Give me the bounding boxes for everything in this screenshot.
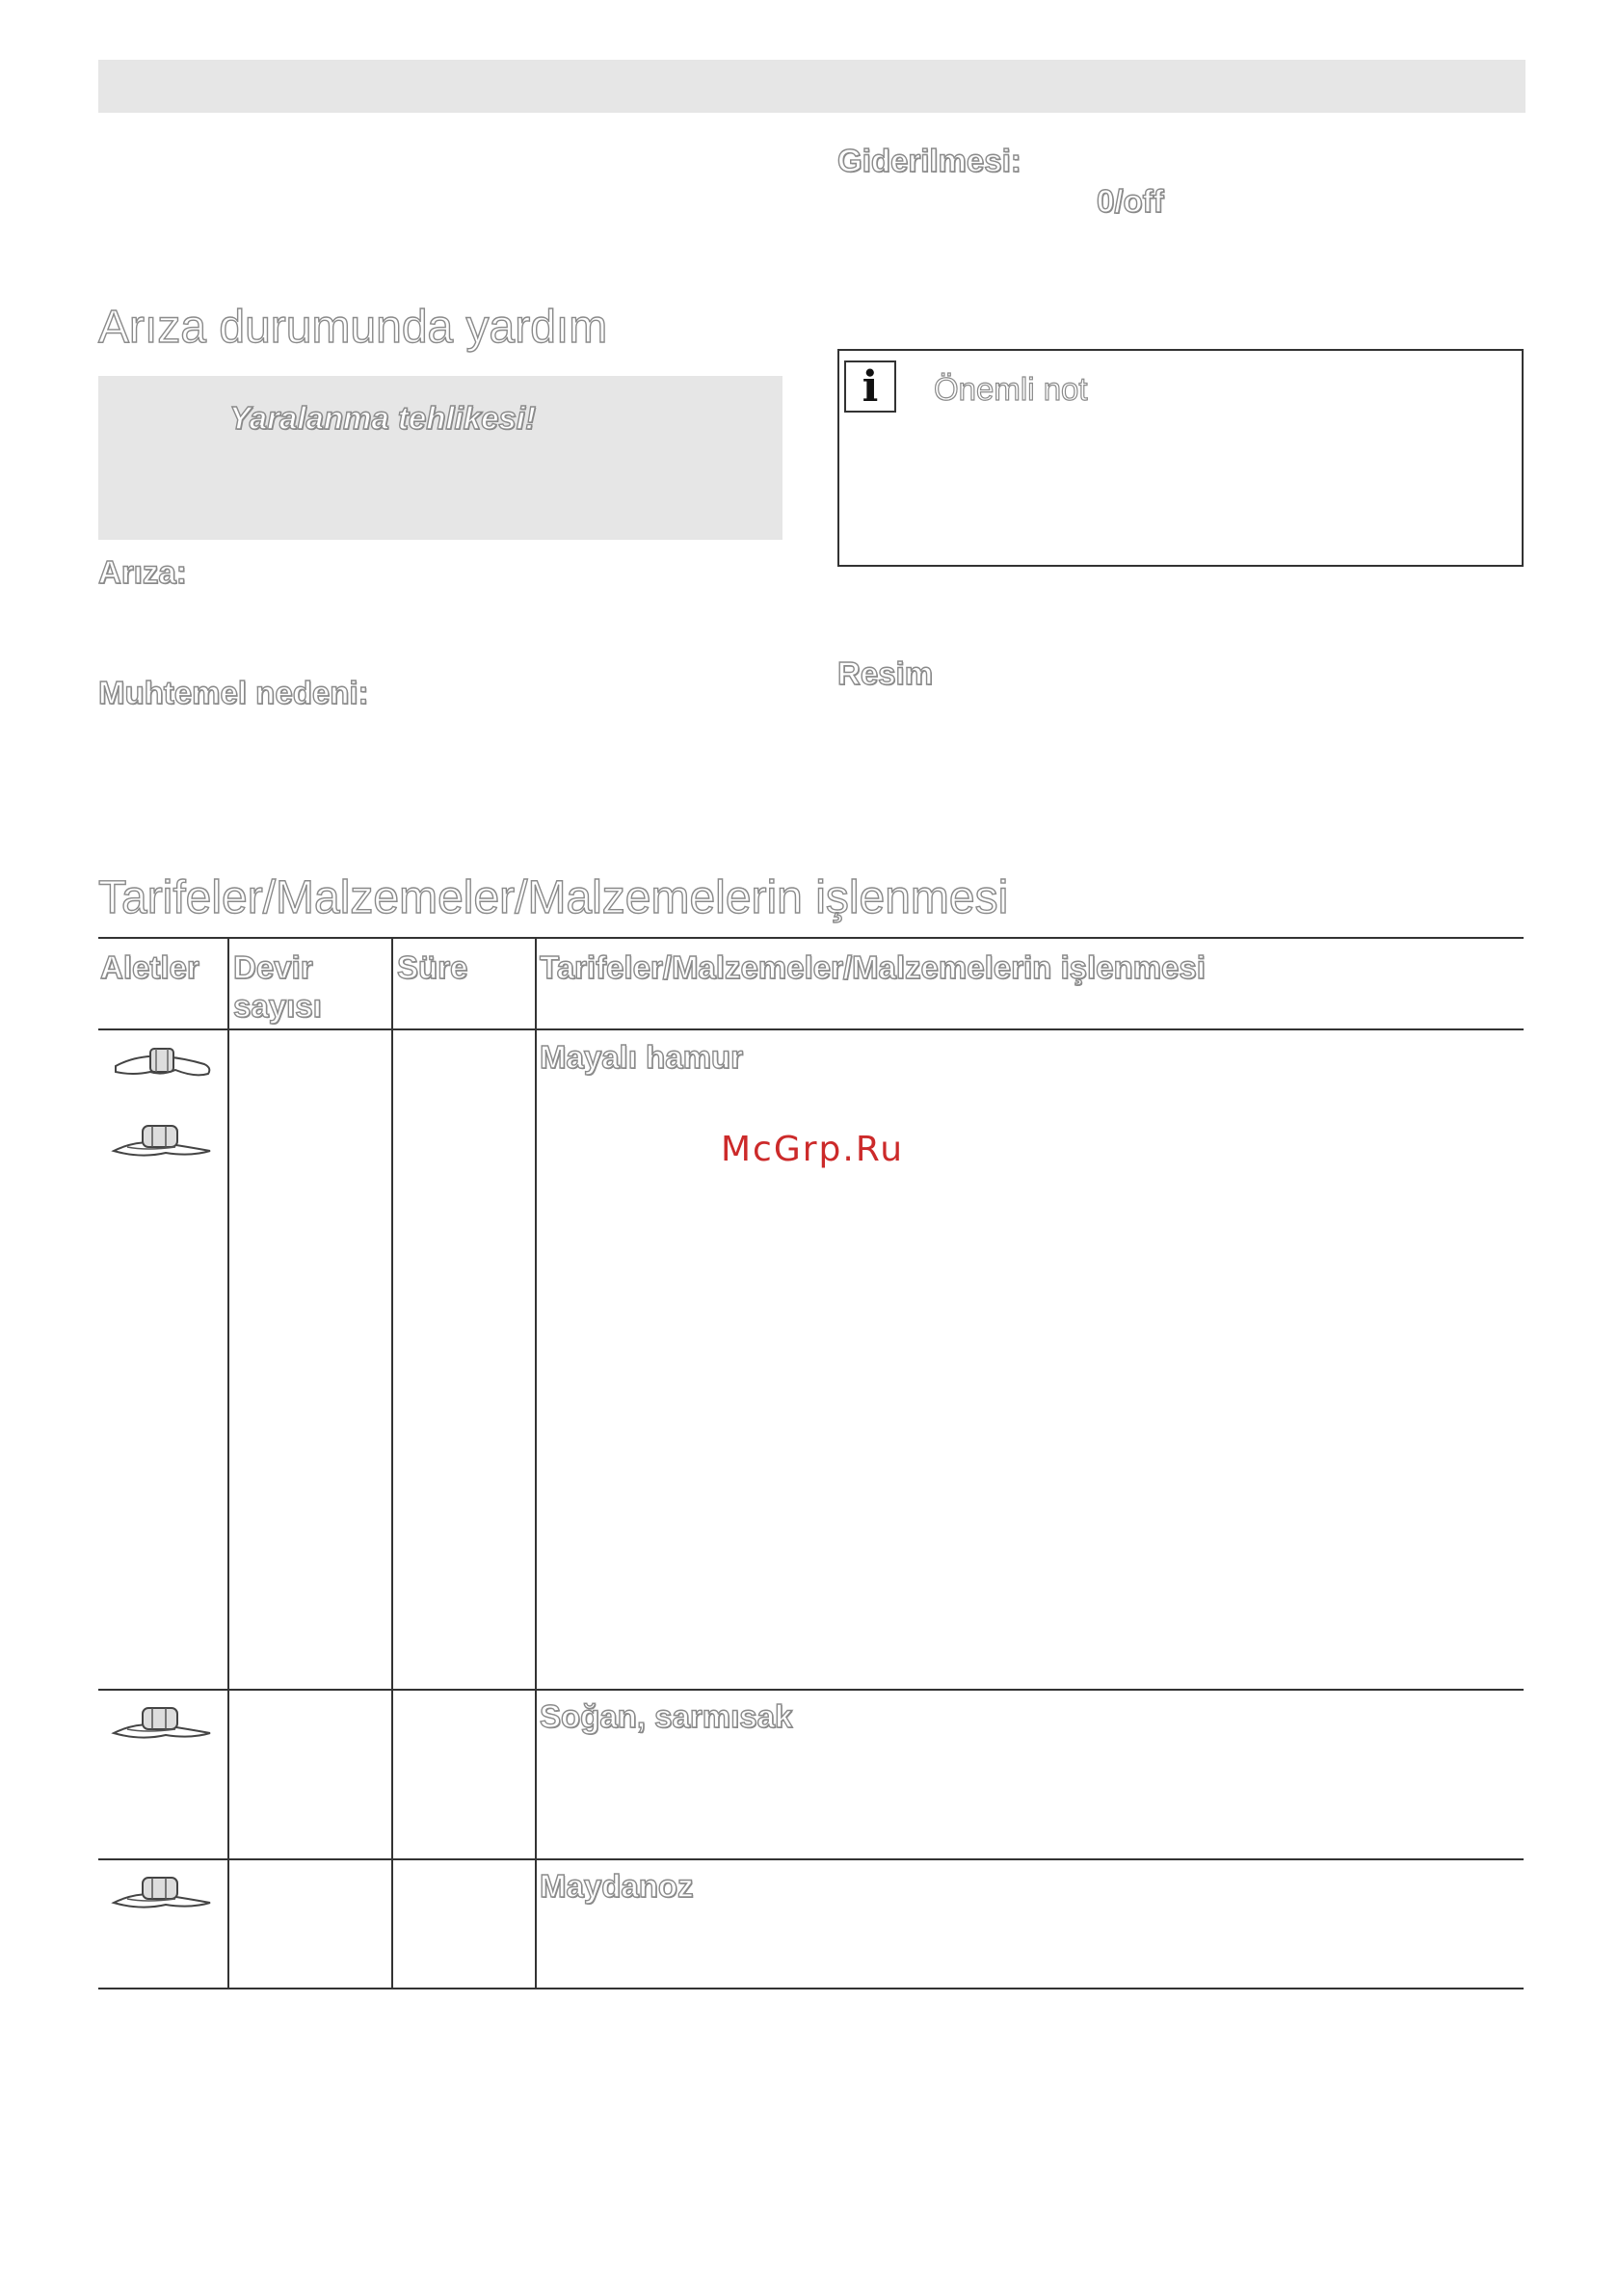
blade-icon bbox=[108, 1874, 214, 1912]
header-bar bbox=[98, 60, 1525, 113]
table-header-rule bbox=[98, 1028, 1524, 1030]
cause-label: Muhtemel nedeni: bbox=[98, 675, 369, 710]
warning-title: Yaralanma tehlikesi! bbox=[229, 400, 536, 436]
row-title-parsley: Maydanoz bbox=[540, 1868, 694, 1904]
note-title: Önemli not bbox=[934, 371, 1088, 407]
fault-label: Arıza: bbox=[98, 554, 187, 590]
col-header-tools: Aletler bbox=[100, 949, 199, 985]
column-divider bbox=[227, 937, 229, 1989]
table-bottom-rule bbox=[98, 1988, 1524, 1989]
column-divider bbox=[391, 937, 393, 1989]
remedy-label: Giderilmesi: bbox=[837, 143, 1021, 178]
troubleshooting-heading: Arıza durumunda yardım bbox=[98, 302, 608, 353]
col-header-speed: Devir sayısı bbox=[233, 949, 322, 1024]
row-divider bbox=[98, 1858, 1524, 1860]
table-top-rule bbox=[98, 937, 1524, 939]
blade-icon bbox=[108, 1122, 214, 1161]
col-header-recipes: Tarifeler/Malzemeler/Malzemelerin işlenmesi bbox=[540, 949, 1206, 985]
row-title-onion-garlic: Soğan, sarmısak bbox=[540, 1698, 793, 1734]
col-header-time: Süre bbox=[397, 949, 468, 985]
row-title-yeast-dough: Mayalı hamur bbox=[540, 1039, 743, 1075]
figure-label: Resim bbox=[837, 655, 934, 691]
column-divider bbox=[535, 937, 537, 1989]
recipes-heading: Tarifeler/Malzemeler/Malzemelerin işlenmesi bbox=[98, 872, 1009, 923]
switch-position: 0/off bbox=[1097, 183, 1164, 219]
watermark-text: McGrp.Ru bbox=[721, 1130, 905, 1169]
row-divider bbox=[98, 1689, 1524, 1691]
blade-icon bbox=[108, 1704, 214, 1743]
info-icon: i bbox=[844, 360, 896, 413]
kneading-hook-icon bbox=[108, 1043, 214, 1081]
